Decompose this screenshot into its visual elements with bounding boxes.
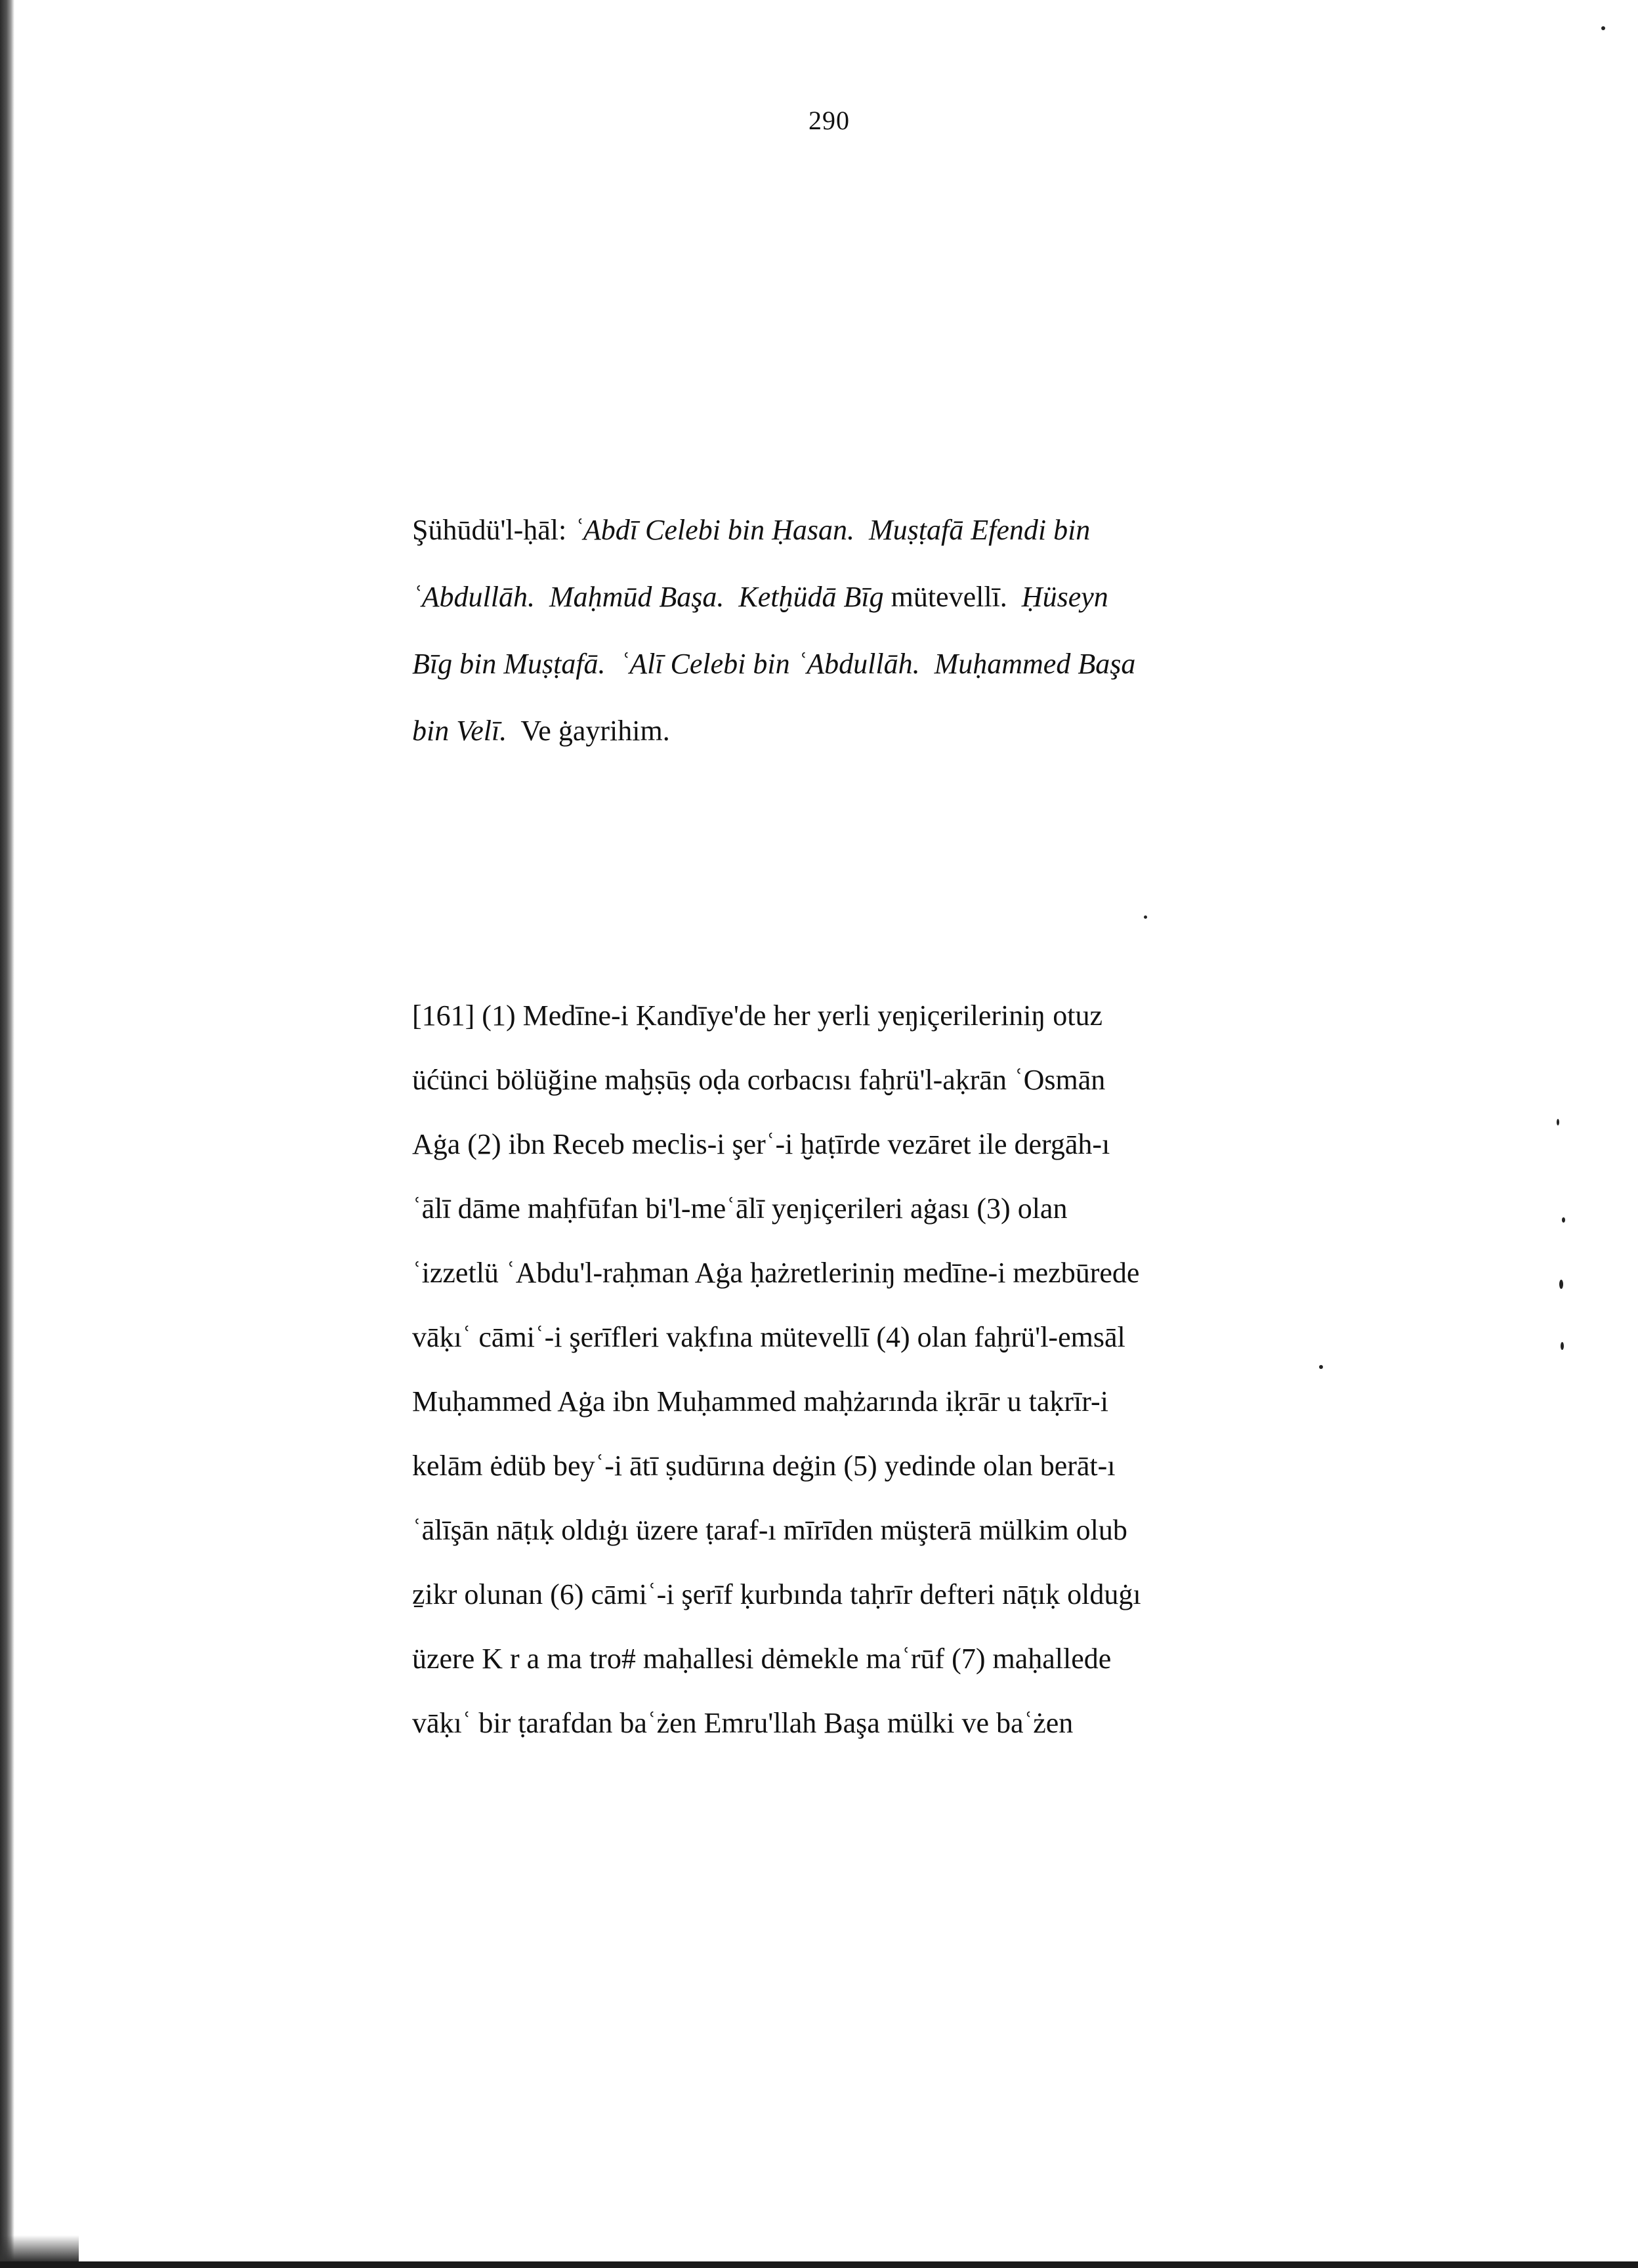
witnesses-line: ʿAbdullāh. Maḥmūd Başa. Ketḫüdā Bīg mütevellī. Ḥüseyn: [412, 581, 1108, 613]
entry-line: vāḳıʿ bir ṭarafdan baʿżen Emru'llah Başa mülki ve baʿżen: [412, 1707, 1074, 1739]
entry-line: ʿālī dāme maḥfūfan bi'l-meʿālī yeŋiçerileri aġası (3) olan: [412, 1192, 1068, 1225]
entry-line: [161] (1) Medīne-i Ḳandīye'de her yerli yeŋiçerileriniŋ otuz: [412, 999, 1103, 1032]
scan-speck: [1559, 1280, 1563, 1289]
entry-line: ʿizzetlü ʿAbdu'l-raḥman Aġa ḥażretleriniŋ medīne-i mezbūrede: [412, 1257, 1140, 1289]
scan-speck: [1601, 26, 1605, 30]
page-number: 290: [808, 106, 850, 135]
entry-line: vāḳıʿ cāmiʿ-i şerīfleri vaḳfına mütevellī (4) olan faḫrü'l-emsāl: [412, 1321, 1125, 1353]
entry-line: Muḥammed Aġa ibn Muḥammed maḥżarında iḳrār u taḳrīr-i: [412, 1385, 1108, 1418]
scan-speck: [1561, 1342, 1564, 1350]
scan-edge-left: [0, 0, 14, 2268]
entry-line: üzere K r a ma tro# maḥallesi dėmekle maʿrūf (7) maḥallede: [412, 1643, 1112, 1675]
entry-line: üćünci bölüğine maḫṣūṣ oḍa corbacısı faḫrü'l-aḳrān ʿOsmān: [412, 1064, 1106, 1096]
witnesses-line: Şühūdü'l-ḥāl: ʿAbdī Celebi bin Ḥasan. Muṣṭafā Efendi bin: [412, 514, 1091, 546]
entry-line: ẕikr olunan (6) cāmiʿ-i şerīf ḳurbında taḥrīr defteri nāṭıḳ olduġı: [412, 1578, 1141, 1610]
witnesses-line: Bīg bin Muṣṭafā. ʿAlī Celebi bin ʿAbdullāh. Muḥammed Başa: [412, 648, 1136, 680]
scan-speck: [1562, 1217, 1565, 1223]
scan-speck: [1319, 1365, 1323, 1369]
entry-line: ʿālīşān nāṭıḳ oldıġı üzere ṭaraf-ı mīrīden müşterā mülkim olub: [412, 1514, 1127, 1546]
entry-line: kelām ėdüb beyʿ-i ātī ṣudūrına deġin (5) yedinde olan berāt-ı: [412, 1450, 1116, 1482]
scan-edge-shadow: [0, 2235, 79, 2261]
scan-speck: [1557, 1119, 1559, 1125]
entry-line: Aġa (2) ibn Receb meclis-i şerʿ-i ḫaṭīrde vezāret ile dergāh-ı: [412, 1128, 1110, 1160]
scan-speck: [1144, 915, 1147, 919]
scan-edge-bottom: [0, 2261, 1638, 2268]
witnesses-line: bin Velī. Ve ġayrihim.: [412, 715, 670, 747]
